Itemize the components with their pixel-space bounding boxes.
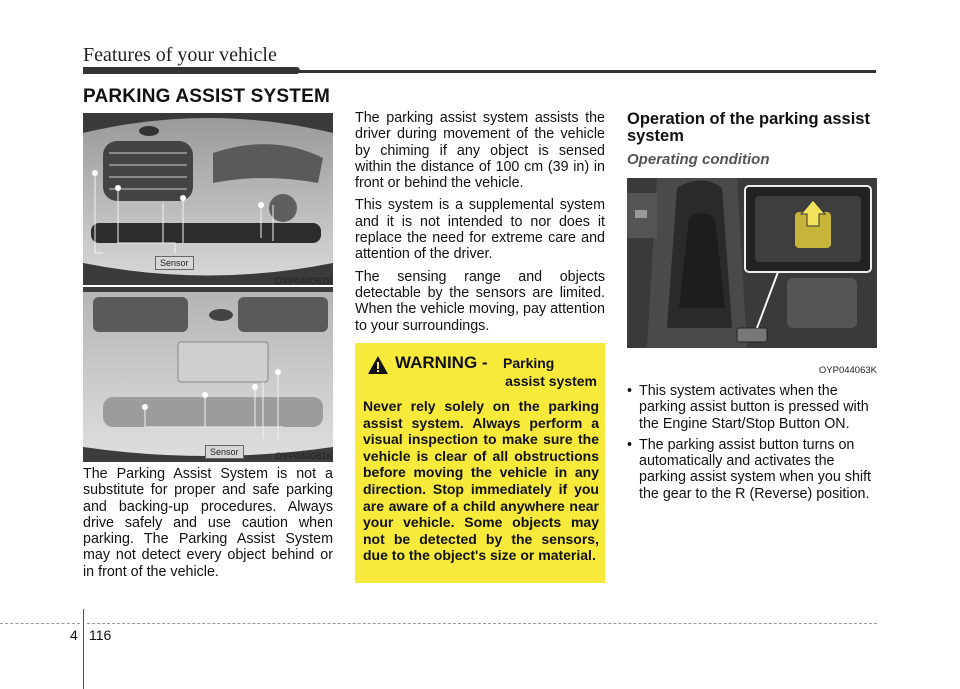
header-rule-accent <box>83 67 300 74</box>
bullet-dot-icon: • <box>627 436 633 453</box>
rear-bumper-photo <box>83 287 333 462</box>
operation-bullets <box>627 383 879 507</box>
warning-title: WARNING - <box>395 353 488 372</box>
running-header: Features of your vehicle <box>83 44 277 66</box>
list-item <box>627 383 879 432</box>
operating-condition-subtitle: Operating condition <box>627 151 770 168</box>
rear-sensor-label: Sensor <box>205 445 244 459</box>
footer-divider <box>83 609 84 689</box>
front-figure-code: OYP044062K <box>274 276 333 287</box>
warning-subtitle-line1: Parking <box>503 355 555 371</box>
left-paragraph: The Parking Assist System is not a substitute for proper and safe parking and backing-up procedures. Always drive safely and use caution when parking. The Parking Assist System may not detect every object behind or in front of the vehicle. <box>83 466 333 580</box>
console-figure-code: OYP044063K <box>818 365 877 376</box>
chapter-number: 4 <box>70 627 78 643</box>
footer-dash-right <box>87 623 877 624</box>
footer-dash-left <box>0 623 80 624</box>
list-item <box>627 437 879 502</box>
bullet-text: This system activates when the parking assist button is pressed with the Engine Start/Stop Button ON. <box>639 383 869 432</box>
bullet-dot-icon: • <box>627 383 633 399</box>
operation-title: Operation of the parking assist system <box>627 110 870 145</box>
page-number: 116 <box>89 627 112 643</box>
rear-figure-code: OYP044061K <box>274 451 333 462</box>
warning-triangle-icon <box>367 355 389 375</box>
warning-box <box>355 343 605 583</box>
section-title: PARKING ASSIST SYSTEM <box>83 86 331 107</box>
sensing-range-paragraph: The sensing range and objects detectable by the sensors are limited. When the vehicle moving, pay attention to your surroundings. <box>355 268 605 334</box>
front-sensor-label: Sensor <box>155 256 194 270</box>
middle-column <box>355 110 605 340</box>
warning-subtitle-line2: assist system <box>505 373 597 389</box>
warning-text: Never rely solely on the parking assist system. Always perform a visual inspection to make sure the vehicle is clear of all obstructions before moving the vehicle in any direction. Stop immediately if you are aware of a child anywhere near your vehicle. Some objects may not be detected by the sensors, due to the object's size or material. <box>363 398 599 564</box>
supplemental-paragraph: This system is a supplemental system and it is not intended to nor does it replace the need for extreme care and attention of the driver. <box>355 197 605 263</box>
bullet-text: The parking assist button turns on automatically and activates the parking assist system when you shift the gear to the R (Reverse) position. <box>639 436 872 502</box>
intro-paragraph: The parking assist system assists the driver during movement of the vehicle by chiming if any object is sensed within the distance of 100 cm (39 in) in front or behind the vehicle. <box>355 110 605 192</box>
console-photo <box>627 178 877 348</box>
front-bumper-photo <box>83 113 333 285</box>
rear-bumper-illustration <box>83 287 333 462</box>
front-bumper-illustration <box>83 113 333 285</box>
console-illustration <box>627 178 877 348</box>
